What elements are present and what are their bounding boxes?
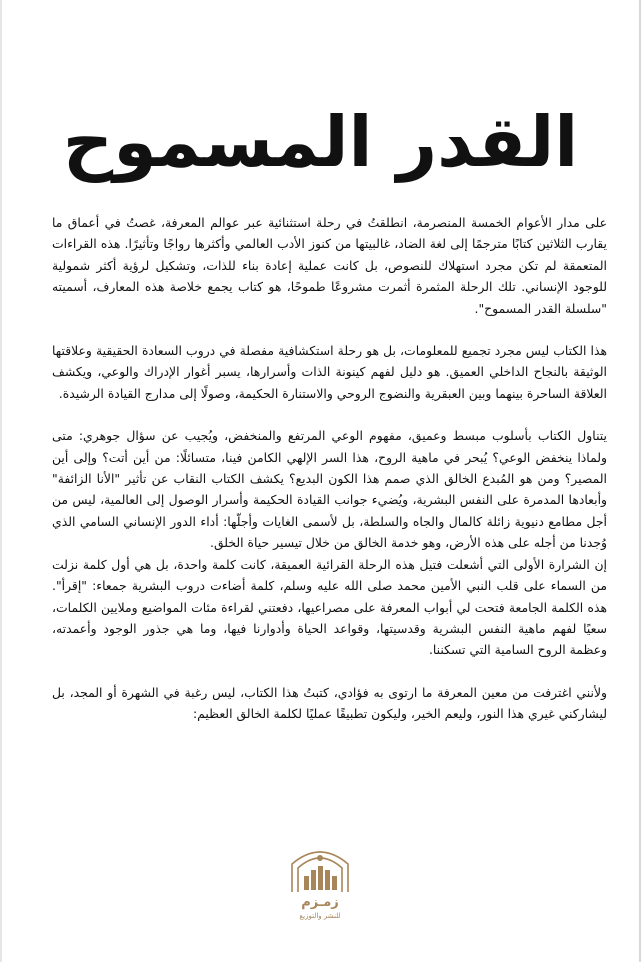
paragraph-4: إن الشرارة الأولى التي أشعلت فتيل هذه الرحلة القرائية العميقة، كانت كلمة واحدة، بل هي أول كلمة نزلت من السماء على قلب النبي الأمين محمد صلى الله عليه وسلم، كلمة أضاءت دروب البشرية جمعاء: "إقرأ". هذه الكلمة الجامعة فتحت لي أبواب المعرفة على مصراعيها، دفعتني لقراءة مئات المواضيع وملايين الكلمات، سعيًا لفهم ماهية النفس البشرية وقدسيتها، وقواعد الحياة وأدوارنا فيها، وما هي جذور الوجود وأعمدته، وعظمة الروح السامية التي تسكننا. [52, 556, 607, 658]
logo-text: زمـزم [301, 895, 339, 910]
paragraph-5: ولأنني اغترفت من معين المعرفة ما ارتوى به فؤادي، كتبتُ هذا الكتاب، ليس رغبة في الشهرة أو المجد، بل ليشاركني غيري هذا النور، وليعم الخير، وليكون تطبيقًا عمليًا لكلمة الخالق العظيم: [52, 684, 607, 722]
body-text [52, 212, 607, 746]
logo-subtext: للنشر والتوزيع [299, 912, 341, 920]
book-title: القدر المسموح [62, 101, 579, 183]
paragraph-3: يتناول الكتاب بأسلوب مبسط وعميق، مفهوم الوعي المرتفع والمنخفض، ويُجيب عن سؤال جوهري: متى ولماذا ينخفض الوعي؟ يُبحر في ماهية الروح، هذا السر الإلهي الكامن فينا، متسائلًا: من أين أتت؟ وإلى أين المصير؟ ومن هو المُبدع الخالق الذي صمم هذا الكون البديع؟ يكشف الكتاب النقاب عن تأثير "الأنا الزائفة" وأبعادها المدمرة على النفس البشرية، ويُضيء جوانب القيادة الحكيمة وأسرار الوصول إلى العالمية، ليس من أجل مطامع دنيوية زائلة كالمال والجاه والسلطة، بل لأسمى الغايات وأجلّها: أداء الدور الإنساني السامي الذي وُجدنا من أجله على هذه الأرض، وهو خدمة الخالق من خلال تيسير حياة الخلق. [52, 428, 607, 551]
paragraph-2: هذا الكتاب ليس مجرد تجميع للمعلومات، بل هو رحلة استكشافية مفصلة في دروب السعادة الحقيقية وعلاقتها الوثيقة بالنجاح الداخلي العميق. هو دليل لفهم كينونة الذات وأسرارها، يسبر أغوار الإدراك والوعي، ويكشف العلاقة الساحرة بينهما وبين العبقرية والنضوج الروحي والاستنارة الحكيمة، وصولًا إلى مدارج القيادة الرشيدة. [52, 343, 607, 401]
paragraph-1: على مدار الأعوام الخمسة المنصرمة، انطلقتُ في رحلة استثنائية عبر عوالم المعرفة، غصتُ في أعماق ما يقارب الثلاثين كتابًا مترجمًا إلى لغة الضاد، غالبيتها من كنوز الأدب العالمي وأكثرها رواجًا وتأثيرًا. هذه القراءات المتعمقة لم تكن مجرد استهلاك للنصوص، بل كانت عملية إعادة بناء للذات، وتشكيل لرؤية أكثر شمولية للوجود الإنساني. تلك الرحلة المثمرة أثمرت مشروعًا طموحًا، هو كتاب يجمع خلاصة هذه المعارف، أسميته "سلسلة القدر المسموح". [52, 215, 607, 316]
publisher-logo [284, 842, 356, 922]
publisher-logo-icon [284, 842, 356, 922]
